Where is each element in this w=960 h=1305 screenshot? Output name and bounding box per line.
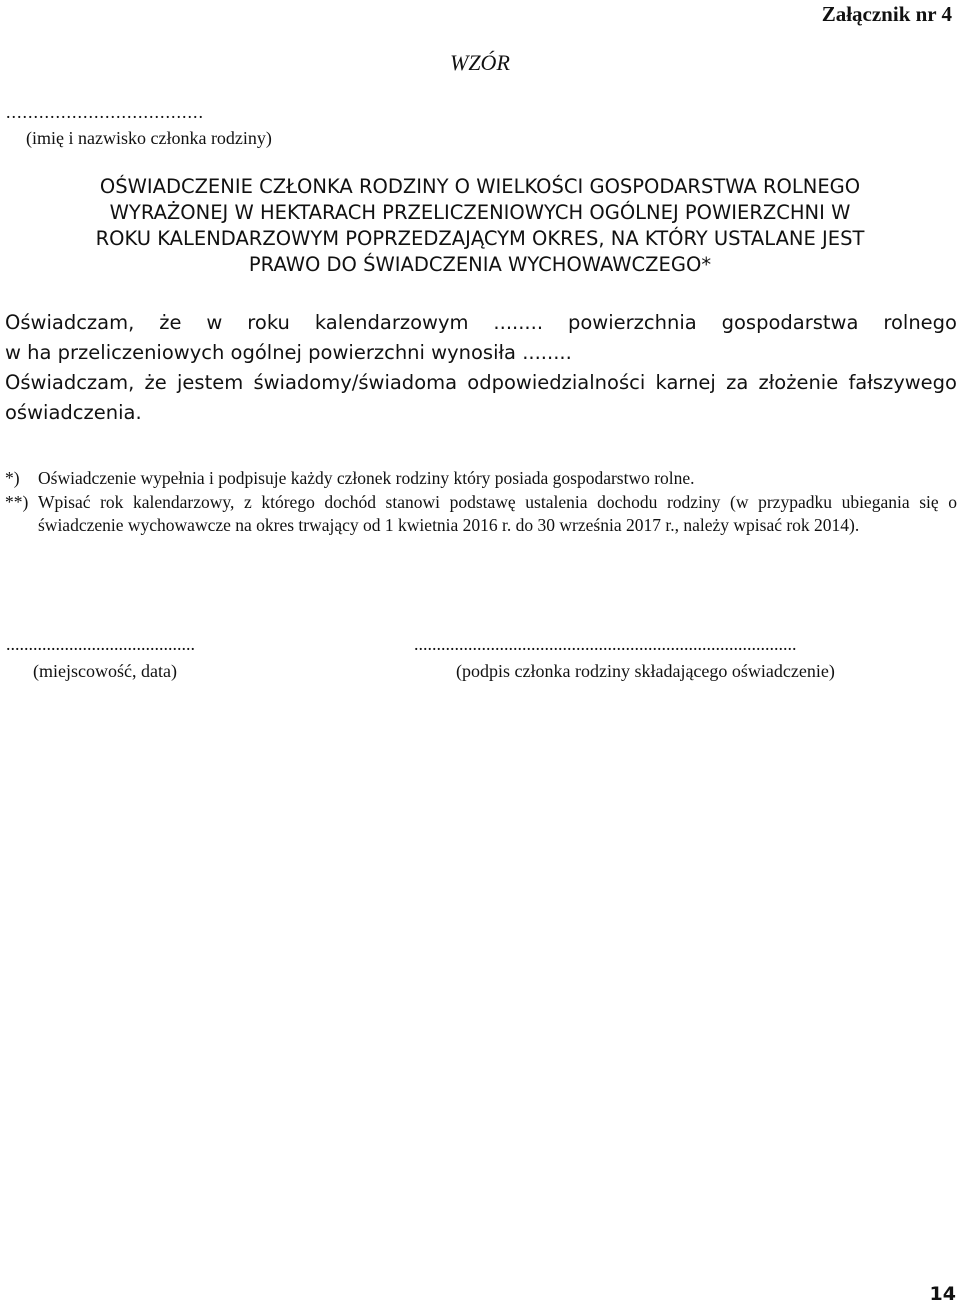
declaration-line: Oświadczam, że w roku kalendarzowym ........ powierzchnia gospodarstwa rolnego — [5, 311, 957, 334]
annex-label: Załącznik nr 4 — [821, 2, 952, 26]
document-title — [10, 174, 950, 278]
footnote-text: Oświadczenie wypełnia i podpisuje każdy członek rodziny który posiada gospodarstwo rolne. — [38, 468, 695, 488]
footnote — [5, 491, 957, 538]
footnote-mark: **) — [5, 491, 29, 512]
title-line: PRAWO DO ŚWIADCZENIA WYCHOWAWCZEGO* — [248, 253, 712, 276]
name-field-dots: .................................... — [6, 102, 204, 122]
footnote-text: Wpisać rok kalendarzowy, z którego dochód stanowi podstawę ustalenia dochodu rodziny (w przypadku ubiegania się o świadczenie wychowawcze na okres trwający od 1 kwietnia 2016 r. do 30 września 2017 r., należy wpisać rok 2014). — [38, 491, 957, 535]
declaration-line: w ha przeliczeniowych ogólnej powierzchni wynosiła ........ — [5, 341, 572, 364]
name-field-label: (imię i nazwisko członka rodziny) — [26, 128, 272, 148]
title-line: ROKU KALENDARZOWYM POPRZEDZAJĄCYM OKRES, NA KTÓRY USTALANE JEST — [95, 227, 865, 250]
footnote-mark: *) — [5, 468, 20, 488]
title-line: WYRAŻONEJ W HEKTARACH PRZELICZENIOWYCH OGÓLNEJ POWIERZCHNI W — [109, 201, 851, 224]
declaration-line: oświadczenia. — [5, 401, 142, 424]
signature-label: (podpis członka rodziny składającego oświadczenie) — [456, 661, 835, 681]
declaration — [5, 308, 957, 428]
title-line: OŚWIADCZENIE CZŁONKA RODZINY O WIELKOŚCI GOSPODARSTWA ROLNEGO — [99, 175, 861, 198]
footnotes — [5, 467, 957, 538]
page-number: 14 — [929, 1283, 956, 1305]
declaration-line: Oświadczam, że jestem świadomy/świadoma odpowiedzialności karnej za złożenie fałszywego — [5, 371, 957, 394]
place-date-label: (miejscowość, data) — [33, 661, 177, 681]
place-date-dots: .......................................... — [6, 634, 195, 654]
signature-dots: ..................................................................................... — [414, 634, 797, 654]
template-label: WZÓR — [450, 50, 510, 75]
footnote — [5, 467, 957, 491]
